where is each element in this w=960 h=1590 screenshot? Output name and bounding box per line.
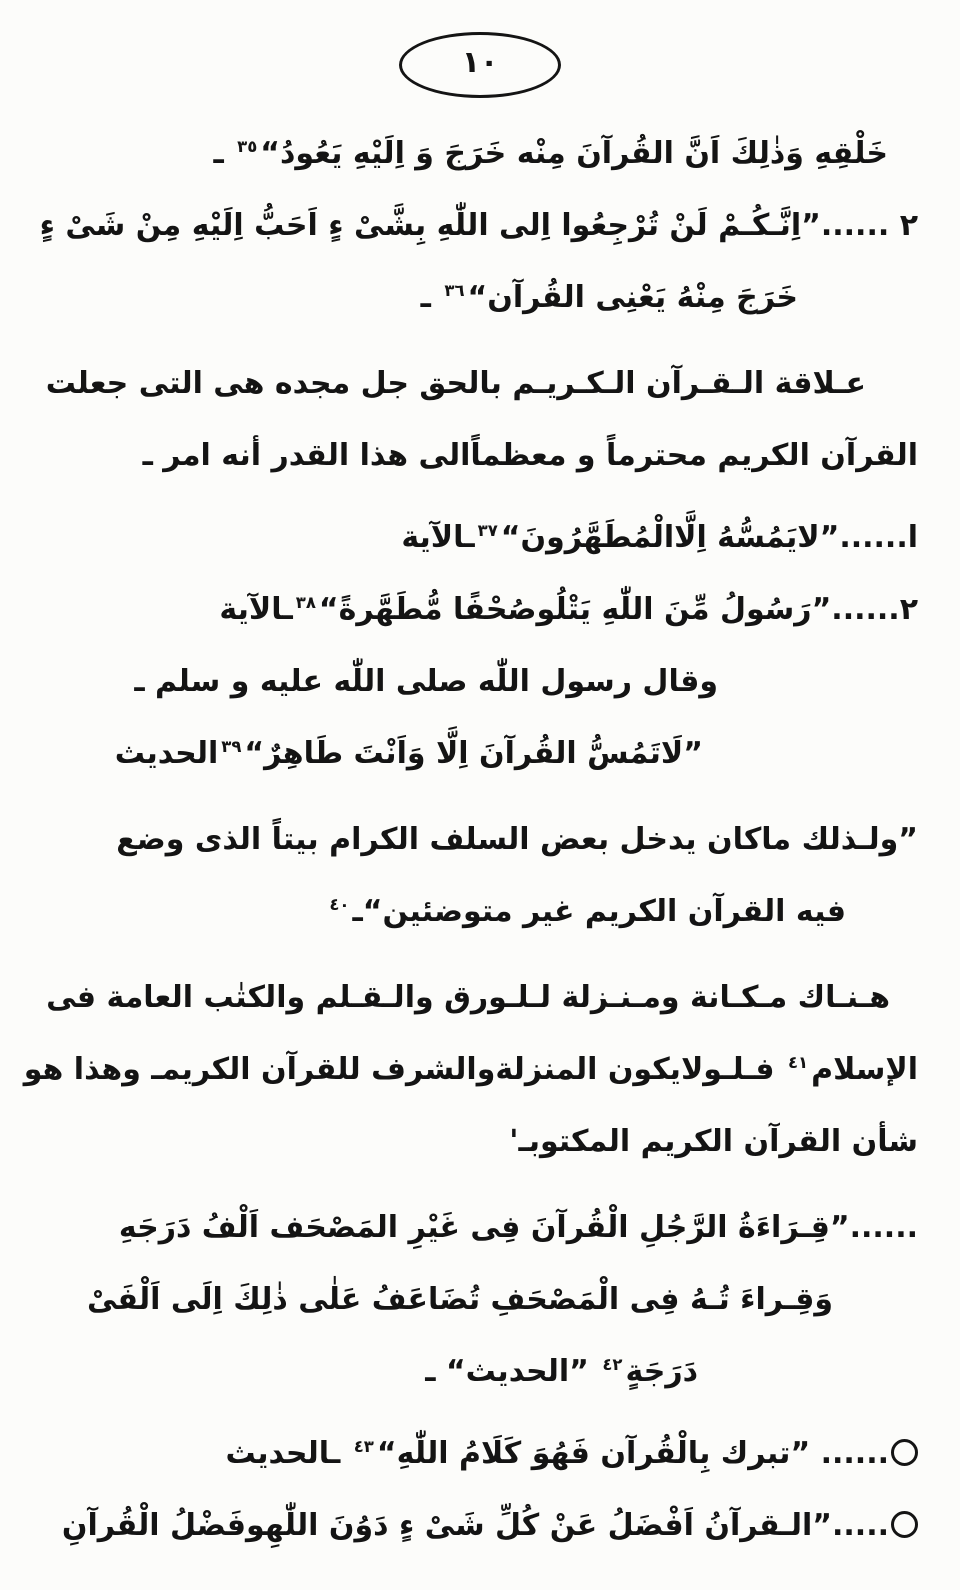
text-line: شأن القرآن الكريم المكتوبـ' [509,1124,918,1159]
text-line: دَرَجَةٍ$^{٤٢}$ ”الحديث“ ـ [425,1354,698,1389]
footnote-marker: ٤٠ [329,895,350,914]
text-line: ......”قِـرَاءَةُ الرَّجُلِ الْقُرآنَ فِى غَيْرِ المَصْحَف اَلْفُ دَرَجَهِ [118,1210,918,1245]
text-line: وَقِـراءَ تُـهُ فِى الْمَصْحَفِ تُضَاعَفُ عَلٰى ذٰلِكَ اِلَى اَلْفَىْ [86,1282,833,1317]
page-header [42,0,918,104]
footnote-marker: ٣٨ [295,593,316,612]
footnote-marker: ٤٣ [353,1437,374,1456]
footnote-marker: ٣٦ [444,281,465,300]
circle-bullet-icon [891,1439,918,1466]
footnote-marker: ٤٢ [602,1355,623,1374]
page-number: ١٠ [461,45,499,80]
text-line: الإسلام$^{٤١}$ فـلـولايكون المنزلةوالشرف للقرآن الكريمـ وهذا هو [23,1052,918,1087]
footnote-marker: ٣٥ [237,137,258,156]
text-line: .....”الـقرآنُ اَفْضَلُ عَنْ كُلِّ شَىْ ءٍ دَوُنَ اللّٰهِوفَضْلُ الْقُرآنِ [42,1490,918,1562]
text-line: ...... ”تبرك بِالْقُرآن فَهُوَ كَلَامُ اللّٰهِ“$^{٤٣}$ ـالحديث [42,1418,918,1490]
circle-bullet-icon [891,1511,918,1538]
text-line: فيه القرآن الكريم غير متوضئين“ـ$^{٤٠}$ [329,894,846,929]
footnote-marker: ٣٧ [477,521,498,540]
text-line: وقال رسول اللّٰه صلى اللّٰه عليه و سلم ـ [134,664,718,699]
text-line: ٢ ......”اِنَّـكُـمْ لَنْ تُرْجِعُوا اِلى اللّٰهِ بِشَّىْ ءٍ اَحَبُّ اِلَيْهِ مِنْ شَىْ ءٍ [39,208,918,243]
footnote-marker: ٣٩ [221,737,242,756]
text-line: عـلاقة الـقـرآن الـكـريـم بالحق جل مجده هى التى جعلت [45,366,866,401]
text-line: هـنـاك مـكـانة ومـنـزلة لـلـورق والـقـلم والكتٰب العامة فى [46,980,890,1015]
text-line: ا......”لايَمُسُّهُ اِلَّاالْمُطَهَّرُونَ“$^{٣٧}$ـالآية [401,520,918,555]
text-line: خَلْقِهِ وَذٰلِكَ اَنَّ القُرآنَ مِنْه خَرَجَ وَ اِلَيْهِ يَعُودُ“$^{٣٥}$ ـ [213,136,888,171]
text-line: ٢......”رَسُولُ مِّنَ اللّٰهِ يَتْلُوصُحْفًا مُّطَهَّرةً“$^{٣٨}$ـالآية [219,592,918,627]
body-text [23,104,918,1562]
text-line: القرآن الكريم محترماً و معظماًالى هذا القدر أنه امر ـ [142,438,918,473]
footnote-marker: ٤١ [787,1053,809,1072]
page-number-oval [399,32,561,98]
text-line: ”لَاتَمُسُّ القُرآنَ اِلَّا وَاَنْتَ طَاهِرٌ“$^{٣٩}$الحديث [114,736,703,771]
text-line: خَرَجَ مِنْهُ يَعْنِى القُرآن“$^{٣٦}$ ـ [420,280,798,315]
text-line: ”ولـذلك ماكان يدخل بعض السلف الكرام بيتاً الذى وضع [116,822,918,857]
